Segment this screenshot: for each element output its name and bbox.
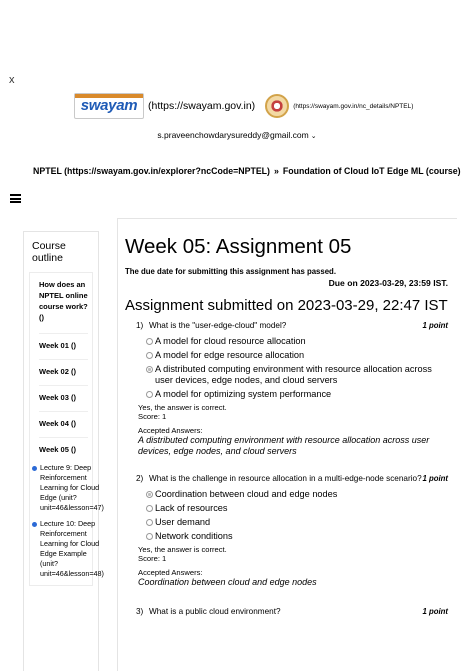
sidebar-item-how-it-works[interactable]: How does an NPTEL online course work? () bbox=[39, 277, 88, 334]
option-label: Lack of resources bbox=[155, 503, 228, 513]
question-number: 1) bbox=[136, 321, 144, 330]
breadcrumb-parent-link[interactable]: NPTEL (https://swayam.gov.in/explorer?ncCode=NPTEL) bbox=[33, 166, 270, 176]
swayam-link[interactable]: (https://swayam.gov.in) bbox=[148, 100, 256, 112]
answer-option[interactable] bbox=[146, 531, 451, 542]
answer-option[interactable] bbox=[146, 517, 451, 528]
question-points: 1 point bbox=[422, 321, 448, 330]
radio-button[interactable] bbox=[146, 338, 153, 345]
question-number: 3) bbox=[136, 607, 144, 616]
question-points: 1 point bbox=[422, 474, 448, 483]
hamburger-menu-icon[interactable] bbox=[10, 194, 21, 203]
radio-button[interactable] bbox=[146, 352, 153, 359]
bullet-dot-icon bbox=[32, 466, 37, 471]
question-2 bbox=[136, 474, 451, 588]
swayam-logo[interactable] bbox=[74, 93, 144, 119]
answer-option[interactable] bbox=[146, 336, 451, 347]
close-button[interactable]: x bbox=[9, 74, 15, 86]
answer-options bbox=[146, 489, 451, 542]
answer-option[interactable] bbox=[146, 350, 451, 361]
question-header bbox=[136, 474, 451, 483]
option-label: A model for cloud resource allocation bbox=[155, 336, 306, 346]
sidebar-item-week-04[interactable]: Week 04 () bbox=[39, 414, 88, 438]
radio-button[interactable] bbox=[146, 519, 153, 526]
breadcrumb-separator: » bbox=[273, 166, 279, 176]
accepted-answer: Coordination between cloud and edge nodes bbox=[138, 577, 317, 587]
user-email[interactable]: s.praveenchowdarysureddy@gmail.com bbox=[157, 130, 309, 140]
lecture-9-link[interactable]: Lecture 9: Deep Reinforcement Learning for Cloud Edge (unit?unit=46&lesson=47) bbox=[40, 463, 104, 512]
bullet-dot-icon bbox=[32, 522, 37, 527]
sidebar-lecture-9[interactable] bbox=[32, 463, 104, 513]
option-label: Coordination between cloud and edge nodes bbox=[155, 489, 338, 499]
answer-option[interactable] bbox=[146, 389, 451, 400]
chevron-down-icon: ⌄ bbox=[310, 133, 317, 140]
course-outline-sidebar bbox=[23, 231, 104, 671]
option-label: Network conditions bbox=[155, 531, 233, 541]
due-passed-note: The due date for submitting this assignment has passed. bbox=[125, 267, 336, 276]
sidebar-lecture-10[interactable] bbox=[32, 519, 104, 579]
nptel-logo[interactable] bbox=[265, 94, 289, 118]
option-label: A model for edge resource allocation bbox=[155, 350, 305, 360]
answer-option[interactable] bbox=[146, 489, 451, 500]
radio-button[interactable] bbox=[146, 505, 153, 512]
swayam-logo-text: swayam bbox=[80, 97, 138, 114]
header-logos bbox=[74, 93, 413, 119]
question-text: What is a public cloud environment? bbox=[149, 607, 281, 616]
question-1 bbox=[136, 321, 451, 457]
submission-status: Assignment submitted on 2023-03-29, 22:47 IST bbox=[125, 297, 448, 314]
sidebar-item-week-03[interactable]: Week 03 () bbox=[39, 388, 88, 412]
course-outline-heading: Course outline bbox=[32, 240, 66, 264]
nptel-link[interactable]: (https://swayam.gov.in/nc_details/NPTEL) bbox=[293, 102, 414, 110]
radio-button-selected[interactable] bbox=[146, 366, 153, 373]
score-text: Score: 1 bbox=[138, 412, 167, 421]
question-3 bbox=[136, 607, 451, 616]
radio-button-selected[interactable] bbox=[146, 491, 153, 498]
sidebar-item-week-05[interactable]: Week 05 () bbox=[39, 445, 76, 454]
due-date: Due on 2023-03-29, 23:59 IST. bbox=[328, 278, 448, 288]
option-label: A distributed computing environment with resource allocation across user devices, edge nodes, and cloud servers bbox=[155, 364, 432, 385]
question-text: What is the "user-edge-cloud" model? bbox=[149, 321, 287, 330]
score-text: Score: 1 bbox=[138, 554, 167, 563]
feedback-text: Yes, the answer is correct. bbox=[138, 545, 227, 554]
option-label: User demand bbox=[155, 517, 211, 527]
question-header bbox=[136, 607, 451, 616]
course-outline-list bbox=[29, 272, 104, 586]
question-header bbox=[136, 321, 451, 330]
option-label: A model for optimizing system performance bbox=[155, 389, 332, 399]
accepted-answer: A distributed computing environment with resource allocation across user devices, edge nodes, and cloud servers bbox=[138, 435, 430, 456]
radio-button[interactable] bbox=[146, 391, 153, 398]
question-text: What is the challenge in resource allocation in a multi-edge-node scenario? bbox=[149, 474, 422, 483]
user-menu[interactable] bbox=[0, 130, 474, 140]
lecture-10-link[interactable]: Lecture 10: Deep Reinforcement Learning for Cloud Edge Example (unit?unit=46&lesson=48) bbox=[40, 519, 104, 578]
feedback-text: Yes, the answer is correct. bbox=[138, 403, 227, 412]
breadcrumb bbox=[33, 166, 461, 176]
assignment-panel bbox=[117, 218, 457, 671]
page-title: Week 05: Assignment 05 bbox=[125, 235, 352, 258]
accepted-answers-label: Accepted Answers: bbox=[138, 568, 203, 577]
answer-options bbox=[146, 336, 451, 400]
radio-button[interactable] bbox=[146, 533, 153, 540]
sidebar-item-week-02[interactable]: Week 02 () bbox=[39, 362, 88, 386]
question-number: 2) bbox=[136, 474, 144, 483]
sidebar-item-week-01[interactable]: Week 01 () bbox=[39, 336, 88, 360]
answer-option[interactable] bbox=[146, 503, 451, 514]
breadcrumb-current[interactable]: Foundation of Cloud IoT Edge ML (course) bbox=[282, 166, 461, 176]
question-points: 1 point bbox=[422, 607, 448, 616]
accepted-answers-label: Accepted Answers: bbox=[138, 426, 203, 435]
answer-option[interactable] bbox=[146, 364, 451, 386]
